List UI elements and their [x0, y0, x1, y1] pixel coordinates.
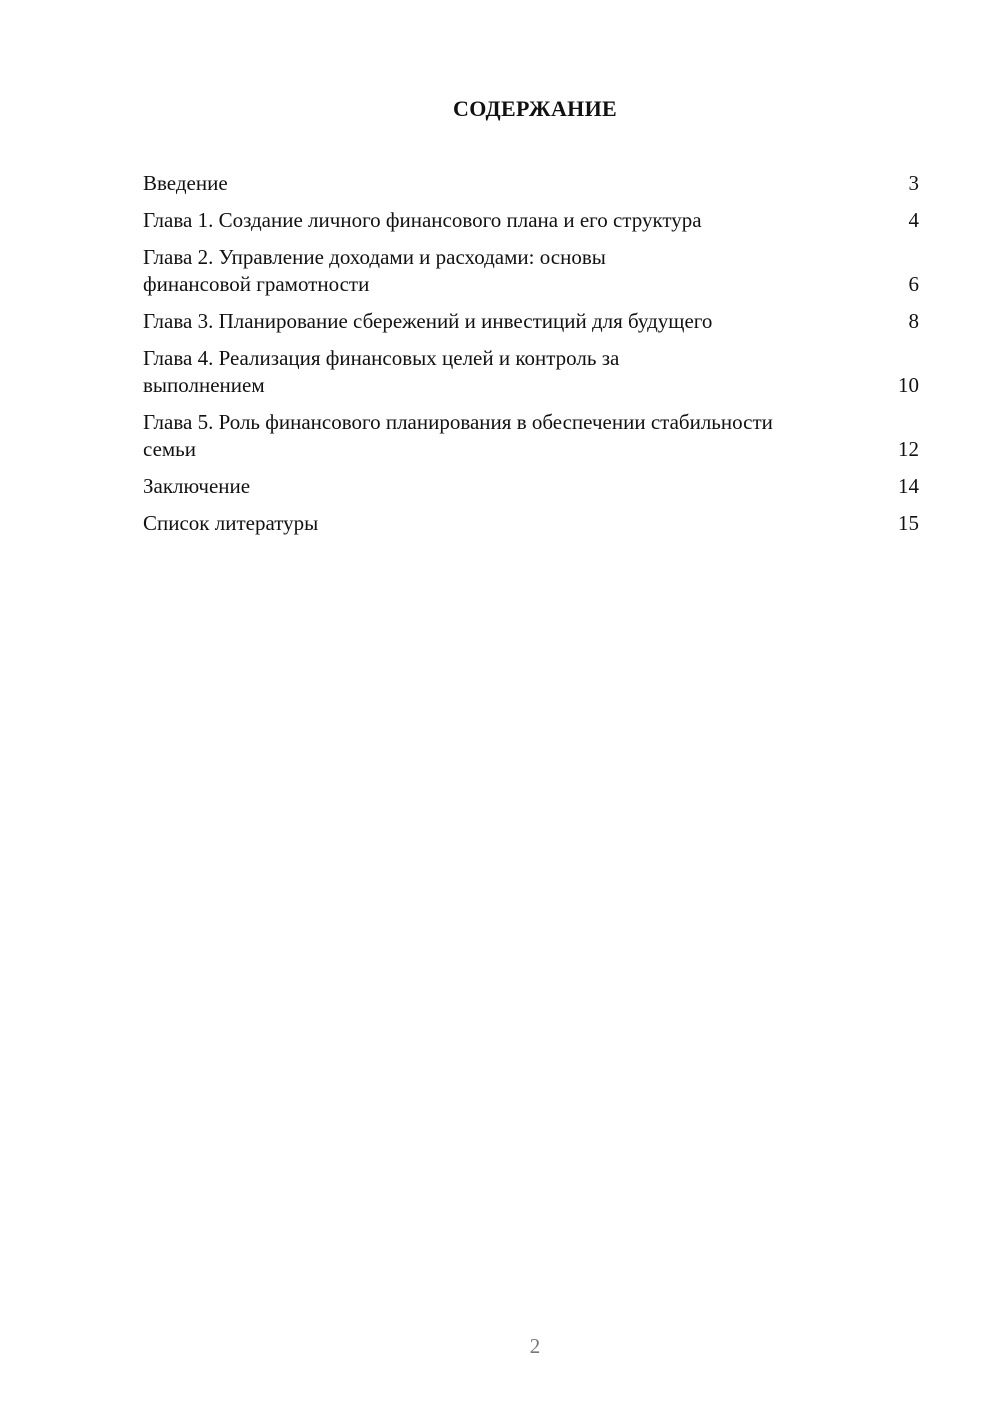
page-number: 2 — [529, 1334, 541, 1358]
toc-entry-page-number: 10 — [898, 373, 919, 397]
toc-entry-label: Глава 5. Роль финансового планирования в обеспечении стабильности семьи — [143, 410, 773, 461]
toc-entry-chapter-4 — [143, 345, 919, 399]
toc-entry-chapter-1 — [143, 207, 919, 234]
toc-entry-label: Глава 1. Создание личного финансового плана и его структура — [143, 208, 702, 232]
toc-entry-page-number: 12 — [898, 437, 919, 461]
toc-entry-label: Введение — [143, 171, 228, 195]
toc-entry-chapter-5 — [143, 409, 919, 463]
toc-entry-page-number: 8 — [908, 309, 919, 333]
table-of-contents — [143, 170, 919, 547]
toc-entry-label: Глава 4. Реализация финансовых целей и контроль за выполнением — [143, 346, 620, 397]
toc-entry-page-number: 3 — [908, 171, 919, 195]
toc-entry-label: Глава 2. Управление доходами и расходами: основы финансовой грамотности — [143, 245, 606, 296]
toc-entry-label: Список литературы — [143, 511, 319, 535]
toc-entry-conclusion — [143, 473, 919, 500]
toc-entry-bibliography — [143, 510, 919, 537]
toc-entry-introduction — [143, 170, 919, 197]
toc-entry-page-number: 6 — [908, 272, 919, 296]
toc-entry-chapter-2 — [143, 244, 919, 298]
page-title: СОДЕРЖАНИЕ — [453, 96, 617, 121]
toc-entry-label: Заключение — [143, 474, 251, 498]
toc-entry-chapter-3 — [143, 308, 919, 335]
toc-entry-label: Глава 3. Планирование сбережений и инвестиций для будущего — [143, 309, 713, 333]
toc-entry-page-number: 14 — [898, 474, 919, 498]
toc-entry-page-number: 4 — [908, 208, 919, 232]
toc-entry-page-number: 15 — [898, 511, 919, 535]
